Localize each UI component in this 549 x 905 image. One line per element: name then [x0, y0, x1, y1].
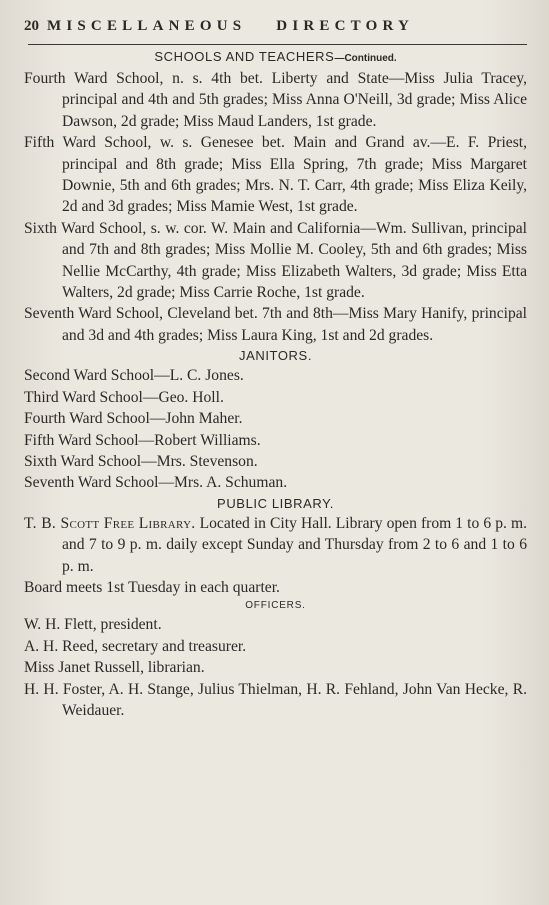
school-entry-fifth-ward: Fifth Ward School, w. s. Genesee bet. Main and Grand av.—E. F. Priest, principal and 8th grade; Miss Ella Spring, 7th grade; Miss Margaret Downie, 5th and 6th grades; Mrs. N. T. Carr, 4th grade; Miss Eliza Keily, 2d and 3d grades; Miss Mamie West, 1st grade.	[24, 134, 527, 216]
page-number: 20	[24, 18, 39, 34]
library-description: Located in City Hall. Library open from 1 to 6 p. m. and 7 to 9 p. m. daily except Sunday and Thursday from 2 to 6 and 1 to 6 p. m.	[62, 514, 527, 575]
library-trustees: H. H. Foster, A. H. Stange, Julius Thielman, H. R. Fehland, John Van Hecke, R. Weidauer.	[24, 680, 527, 719]
library-board-meetings: Board meets 1st Tuesday in each quarter.	[24, 578, 280, 596]
janitor-line: Third Ward School—Geo. Holl.	[24, 388, 224, 406]
library-heading: PUBLIC LIBRARY.	[217, 495, 334, 511]
janitor-line: Sixth Ward School—Mrs. Stevenson.	[24, 452, 258, 470]
janitor-line: Second Ward School—L. C. Jones.	[24, 367, 244, 385]
janitor-line: Fourth Ward School—John Maher.	[24, 410, 243, 428]
schools-heading	[24, 49, 527, 67]
janitor-line: Seventh Ward School—Mrs. A. Schuman.	[24, 474, 288, 492]
school-entry-seventh-ward: Seventh Ward School, Cleveland bet. 7th and 8th—Miss Mary Hanify, principal and 3d and 4th grades; Miss Laura King, 1st and 2d grades.	[24, 305, 527, 344]
header-rule	[28, 44, 527, 45]
officer-line: Miss Janet Russell, librarian.	[24, 659, 205, 677]
library-name: T. B. Scott Free Library.	[24, 514, 196, 532]
officers-heading: OFFICERS.	[245, 600, 306, 612]
schools-heading-text: SCHOOLS AND TEACHERS	[154, 49, 335, 64]
page-header	[24, 18, 527, 42]
school-entry-sixth-ward: Sixth Ward School, s. w. cor. W. Main and California—Wm. Sullivan, principal and 7th and 8th grades; Miss Mollie M. Cooley, 5th and 6th grades; Miss Nellie McCarthy, 4th grade; Miss Elizabeth Walters, 3d grade; Miss Etta Walters, 2d grade; Miss Carrie Roche, 1st grade.	[24, 219, 527, 302]
library-entry	[24, 513, 527, 577]
header-title-left: MISCELLANEOUS	[47, 18, 247, 34]
school-entry-fourth-ward: Fourth Ward School, n. s. 4th bet. Liberty and State—Miss Julia Tracey, principal and 4th and 5th grades; Miss Anna O'Neill, 3d grade; Miss Alice Dawson, 2d grade; Miss Maud Landers, 1st grade.	[24, 70, 527, 130]
schools-heading-continued: —Continued.	[334, 53, 397, 64]
janitors-heading: JANITORS.	[238, 348, 313, 364]
officer-line: A. H. Reed, secretary and treasurer.	[24, 637, 247, 655]
officer-line: W. H. Flett, president.	[24, 616, 162, 634]
janitor-line: Fifth Ward School—Robert Williams.	[24, 431, 261, 449]
header-title-right: DIRECTORY	[276, 18, 414, 34]
